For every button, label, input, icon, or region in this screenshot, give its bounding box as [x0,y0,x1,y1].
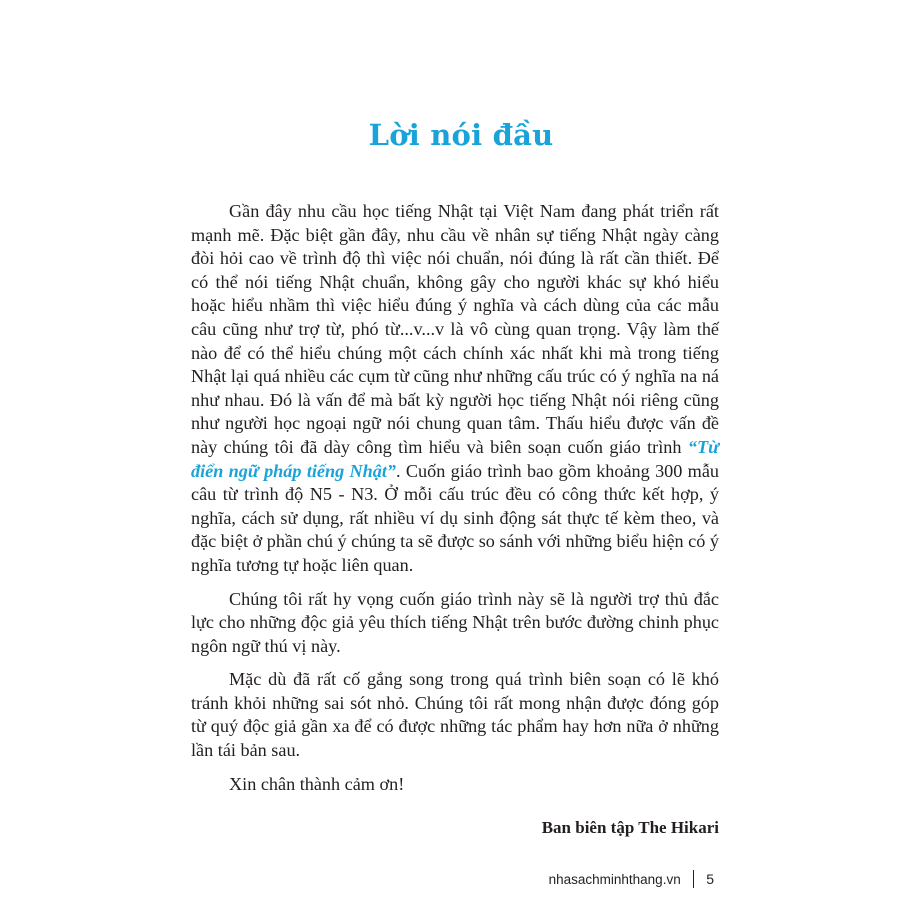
book-title-highlight: “Từ điển ngữ pháp tiếng Nhật” [191,436,719,481]
preface-paragraph-2: Chúng tôi rất hy vọng cuốn giáo trình này sẽ là người trợ thủ đắc lực cho những độc giả yêu thích tiếng Nhật trên bước đường chinh phục ngôn ngữ thú vị này. [191,588,719,656]
preface-paragraph-4: Xin chân thành cảm ơn! [229,773,405,794]
page-title: Lời nói đầu [368,118,554,152]
page-number: 5 [706,871,714,887]
preface-paragraph-1 [191,200,719,578]
paragraph-1-text-before: Gần đây nhu cầu học tiếng Nhật tại Việt Nam đang phát triển rất mạnh mẽ. Đặc biệt gần đây, nhu cầu về nhân sự tiếng Nhật ngày càng đòi hỏi cao về trình độ thì việc nói chuẩn, nói đúng là rất cần thiết. Để có thể nói tiếng Nhật chuẩn, không gây cho người khác sự khó hiểu hoặc hiểu nhầm thì việc hiểu đúng ý nghĩa và cách dùng của các mẫu câu cũng như trợ từ, phó từ...v...v là vô cùng quan trọng. Vậy làm thế nào để có thể hiểu chúng một cách chính xác nhất khi mà trong tiếng Nhật lại quá nhiều các cụm từ cũng như những cấu trúc có ý nghĩa na ná như nhau. Đó là vấn để mà bất kỳ người học tiếng Nhật nói riêng cũng như người học ngoại ngữ nói chung quan tâm. Thấu hiểu được vấn đề này chúng tôi đã dày công tìm hiểu và biên soạn cuốn giáo trình [191,201,719,457]
signature: Ban biên tập The Hikari [541,818,719,837]
footer-website: nhasachminhthang.vn [548,871,681,887]
footer-divider [693,870,695,888]
page-footer [549,870,714,888]
preface-paragraph-3: Mặc dù đã rất cố gắng song trong quá trình biên soạn có lẽ khó tránh khỏi những sai sót nhỏ. Chúng tôi rất mong nhận được đóng góp từ quý độc giả gần xa để có được những tác phẩm hay hơn nữa ở những lần tái bản sau. [191,669,719,761]
preface-body [191,200,719,806]
paragraph-1-text-after: . Cuốn giáo trình bao gồm khoảng 300 mẫu câu từ trình độ N5 - N3. Ở mỗi cấu trúc đều có công thức kết hợp, ý nghĩa, cách sử dụng, rất nhiều ví dụ sinh động sát thực tế kèm theo, và đặc biệt ở phần chú ý chúng ta sẽ được so sánh với những biểu hiện có ý nghĩa tương tự hoặc liên quan. [191,460,719,575]
